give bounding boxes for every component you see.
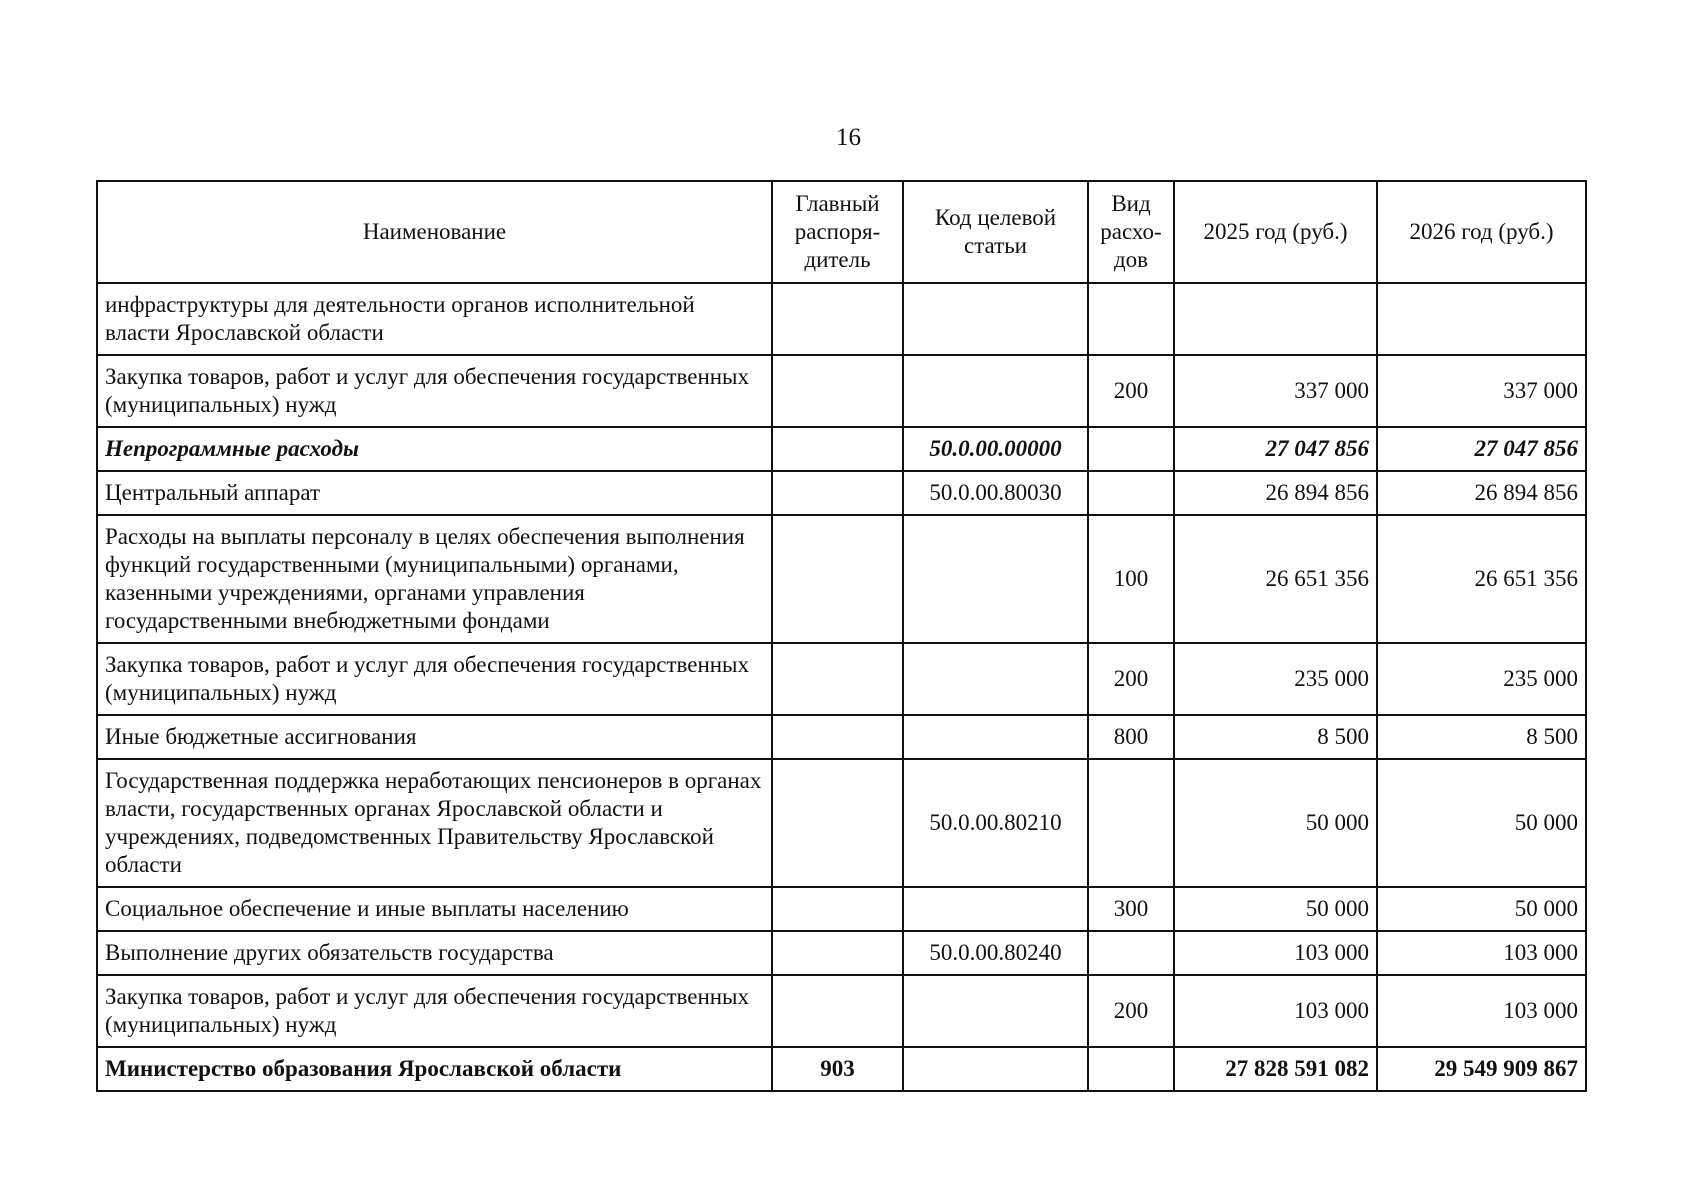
- row-manager: [772, 759, 903, 887]
- row-name: Выполнение других обязательств государства: [97, 931, 772, 975]
- row-amount-2025: 235 000: [1174, 643, 1377, 715]
- row-manager: [772, 643, 903, 715]
- row-amount-2025: 26 894 856: [1174, 471, 1377, 515]
- budget-table: [96, 180, 1587, 1092]
- row-amount-2026: 235 000: [1377, 643, 1586, 715]
- row-manager: [772, 283, 903, 355]
- row-name: Закупка товаров, работ и услуг для обеспечения государственных (муниципальных) нужд: [97, 643, 772, 715]
- row-name: Закупка товаров, работ и услуг для обеспечения государственных (муниципальных) нужд: [97, 975, 772, 1047]
- row-name: Центральный аппарат: [97, 471, 772, 515]
- row-code: [903, 355, 1088, 427]
- row-manager: 903: [772, 1047, 903, 1091]
- header-manager: Главный распоря-дитель: [772, 181, 903, 283]
- row-code: 50.0.00.80030: [903, 471, 1088, 515]
- row-amount-2025: 50 000: [1174, 887, 1377, 931]
- row-kind: [1088, 471, 1174, 515]
- row-name: Иные бюджетные ассигнования: [97, 715, 772, 759]
- row-amount-2026: 26 894 856: [1377, 471, 1586, 515]
- row-kind: 200: [1088, 643, 1174, 715]
- row-kind: 300: [1088, 887, 1174, 931]
- row-amount-2025: 27 828 591 082: [1174, 1047, 1377, 1091]
- row-manager: [772, 975, 903, 1047]
- row-amount-2025: 103 000: [1174, 975, 1377, 1047]
- row-amount-2026: [1377, 283, 1586, 355]
- row-manager: [772, 931, 903, 975]
- row-code: 50.0.00.80240: [903, 931, 1088, 975]
- row-code: [903, 515, 1088, 643]
- row-manager: [772, 355, 903, 427]
- row-code: [903, 643, 1088, 715]
- row-amount-2026: 26 651 356: [1377, 515, 1586, 643]
- header-kind: Вид расхо-дов: [1088, 181, 1174, 283]
- header-code: Код целевой статьи: [903, 181, 1088, 283]
- row-name: Непрограммные расходы: [97, 427, 772, 471]
- row-amount-2026: 29 549 909 867: [1377, 1047, 1586, 1091]
- header-year-2026: 2026 год (руб.): [1377, 181, 1586, 283]
- row-amount-2026: 337 000: [1377, 355, 1586, 427]
- row-kind: [1088, 283, 1174, 355]
- table-row: [97, 283, 1586, 355]
- row-code: [903, 283, 1088, 355]
- row-name: инфраструктуры для деятельности органов исполнительной власти Ярославской области: [97, 283, 772, 355]
- row-amount-2026: 103 000: [1377, 931, 1586, 975]
- page-number: 16: [836, 124, 861, 151]
- row-kind: [1088, 1047, 1174, 1091]
- table-row: [97, 759, 1586, 887]
- row-kind: [1088, 931, 1174, 975]
- row-kind: [1088, 759, 1174, 887]
- header-name: Наименование: [97, 181, 772, 283]
- table-row: [97, 931, 1586, 975]
- row-amount-2025: 26 651 356: [1174, 515, 1377, 643]
- row-code: [903, 887, 1088, 931]
- row-amount-2026: 50 000: [1377, 759, 1586, 887]
- row-manager: [772, 715, 903, 759]
- row-manager: [772, 887, 903, 931]
- row-amount-2026: 8 500: [1377, 715, 1586, 759]
- table-row: [97, 515, 1586, 643]
- row-kind: [1088, 427, 1174, 471]
- table-row: [97, 355, 1586, 427]
- row-name: Расходы на выплаты персоналу в целях обеспечения выполнения функций государственными (муниципальными) органами, казенными учреждениями, органами управления государственными внебюджетными фондами: [97, 515, 772, 643]
- row-kind: 100: [1088, 515, 1174, 643]
- table-header-row: [97, 181, 1586, 283]
- table-row: [97, 887, 1586, 931]
- row-code: [903, 975, 1088, 1047]
- row-code: 50.0.00.80210: [903, 759, 1088, 887]
- table-row: [97, 427, 1586, 471]
- table-row: [97, 643, 1586, 715]
- row-amount-2026: 27 047 856: [1377, 427, 1586, 471]
- table-row: [97, 975, 1586, 1047]
- row-manager: [772, 515, 903, 643]
- row-kind: 800: [1088, 715, 1174, 759]
- row-name: Социальное обеспечение и иные выплаты населению: [97, 887, 772, 931]
- row-manager: [772, 427, 903, 471]
- row-amount-2026: 50 000: [1377, 887, 1586, 931]
- row-code: 50.0.00.00000: [903, 427, 1088, 471]
- table-row: [97, 1047, 1586, 1091]
- row-amount-2025: [1174, 283, 1377, 355]
- row-name: Министерство образования Ярославской области: [97, 1047, 772, 1091]
- row-amount-2025: 337 000: [1174, 355, 1377, 427]
- table-row: [97, 715, 1586, 759]
- row-code: [903, 1047, 1088, 1091]
- row-name: Государственная поддержка неработающих пенсионеров в органах власти, государственных органах Ярославской области и учреждениях, подведомственных Правительству Ярославской области: [97, 759, 772, 887]
- row-kind: 200: [1088, 975, 1174, 1047]
- table-row: [97, 471, 1586, 515]
- row-code: [903, 715, 1088, 759]
- row-amount-2025: 103 000: [1174, 931, 1377, 975]
- row-amount-2026: 103 000: [1377, 975, 1586, 1047]
- row-amount-2025: 50 000: [1174, 759, 1377, 887]
- row-amount-2025: 27 047 856: [1174, 427, 1377, 471]
- row-amount-2025: 8 500: [1174, 715, 1377, 759]
- row-kind: 200: [1088, 355, 1174, 427]
- row-manager: [772, 471, 903, 515]
- header-year-2025: 2025 год (руб.): [1174, 181, 1377, 283]
- row-name: Закупка товаров, работ и услуг для обеспечения государственных (муниципальных) нужд: [97, 355, 772, 427]
